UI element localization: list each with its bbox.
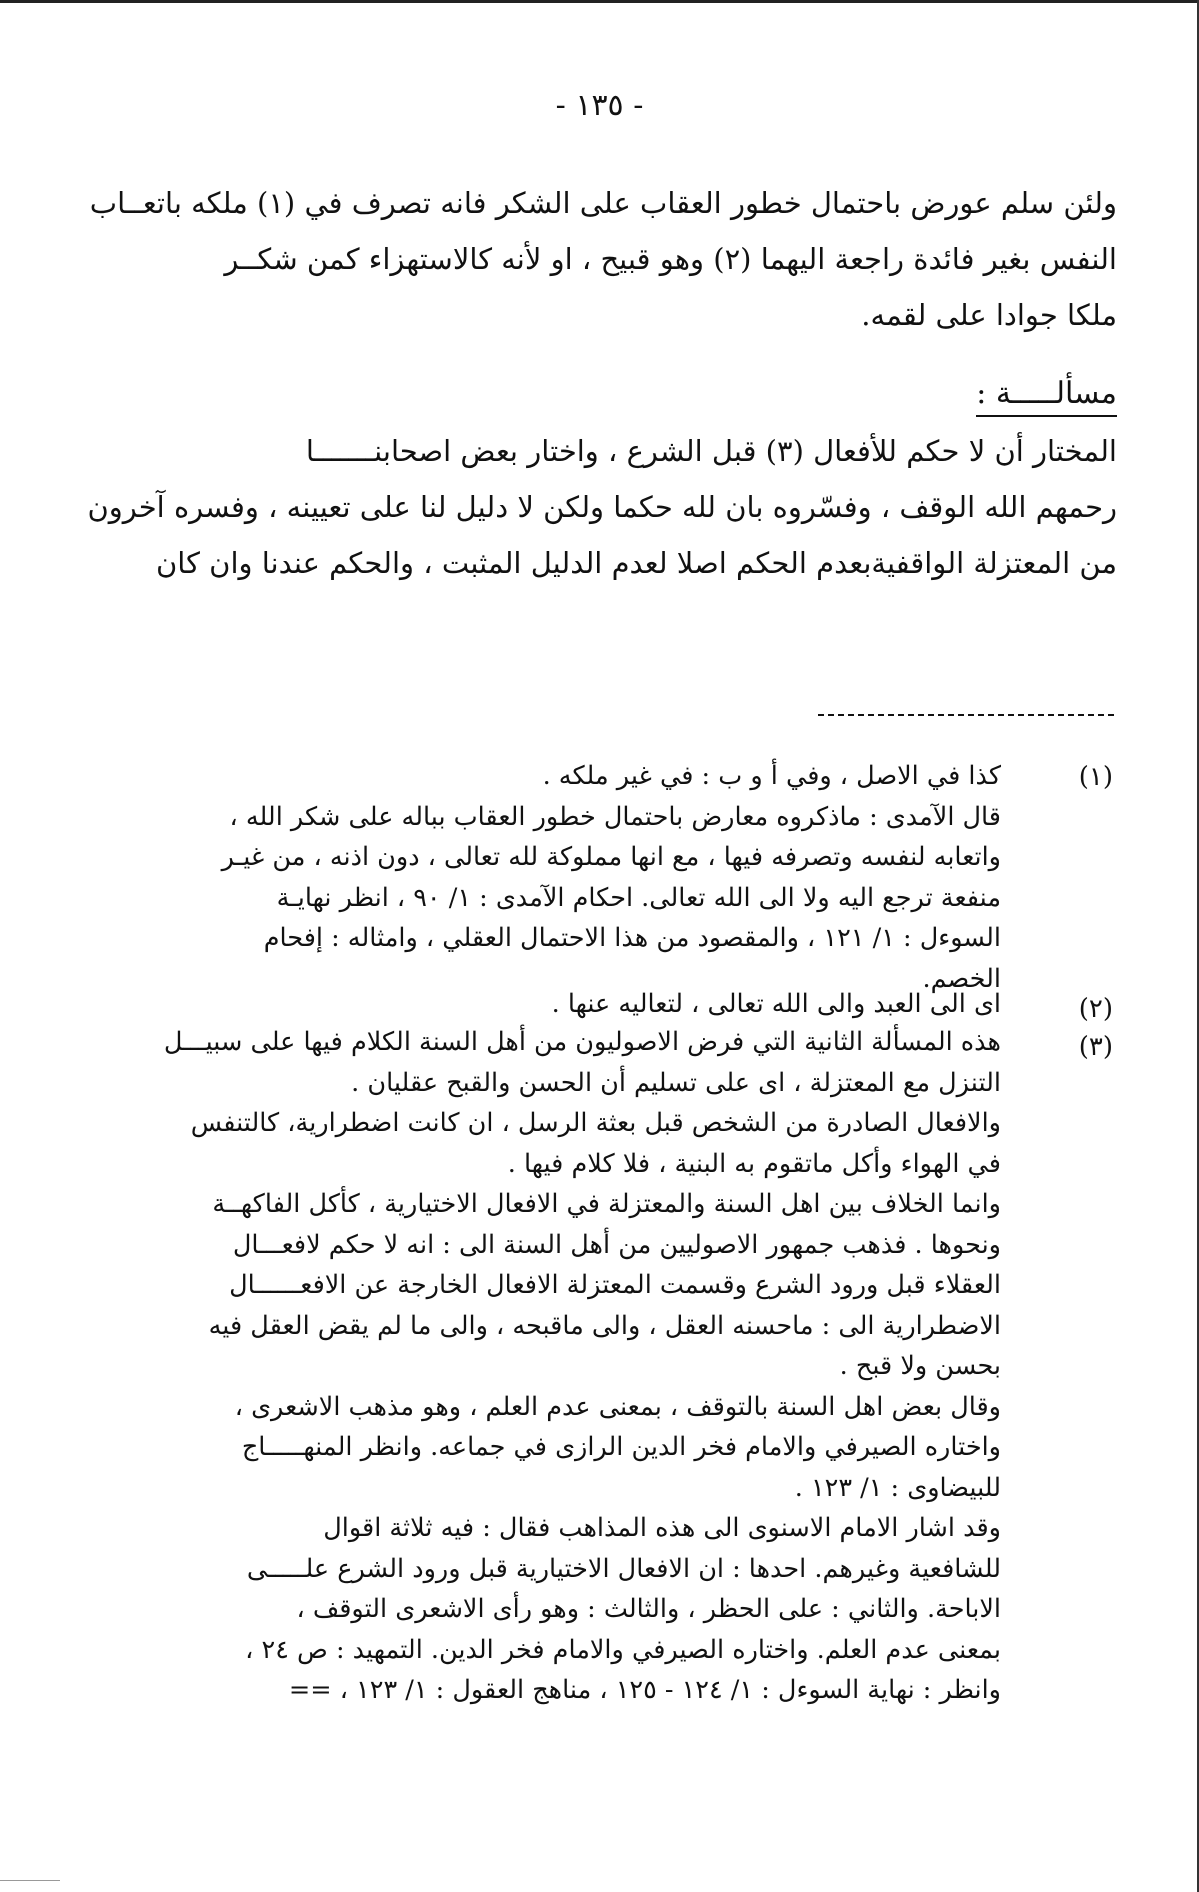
footnote-line: بمعنى عدم العلم. واختاره الصيرفي والامام فخر الدين. التمهيد : ص ٢٤ ،	[245, 1634, 1001, 1665]
text-line: رحمهم الله الوقف ، وفسّروه بان لله حكما ولكن لا دليل لنا على تعيينه ، وفسره آخرون	[87, 490, 1117, 524]
footnote-line: العقلاء قبل ورود الشرع وقسمت المعتزلة الافعال الخارجة عن الافعــــــال	[229, 1270, 1001, 1300]
footnote-number: (٣)	[1078, 1032, 1113, 1062]
text-line: ملكا جوادا على لقمه.	[861, 298, 1117, 332]
footnote-line: وانما الخلاف بين اهل السنة والمعتزلة في الافعال الاختيارية ، كأكل الفاكهــة	[212, 1189, 1001, 1219]
footnote-line: في الهواء وأكل ماتقوم به البنية ، فلا كلام فيها .	[507, 1148, 1001, 1179]
text-line: النفس بغير فائدة راجعة اليهما (٢) وهو قبيح ، او لأنه كالاستهزاء كمن شكــر	[224, 242, 1117, 276]
text-line: ولئن سلم عورض باحتمال خطور العقاب على الشكر فانه تصرف في (١) ملكه باتعــاب	[89, 186, 1117, 220]
footnote-2	[141, 984, 1001, 1025]
footnote-separator	[818, 714, 1114, 716]
footnote-line: للبيضاوى : ١/ ١٢٣ .	[794, 1472, 1001, 1503]
footnote-line: ونحوها . فذهب جمهور الاصوليين من أهل السنة الى : انه لا حكم لافعـــال	[232, 1229, 1001, 1260]
footnote-line: هذه المسألة الثانية التي فرض الاصوليون من أهل السنة الكلام فيها على سبيـــل	[163, 1027, 1001, 1057]
footnote-line: واتعابه لنفسه وتصرفه فيها ، مع انها مملوكة لله تعالى ، دون اذنه ، من غيـر	[221, 842, 1001, 872]
scan-edge-mark	[0, 1880, 60, 1881]
second-paragraph	[87, 434, 1117, 602]
footnote-line: بحسن ولا قبح .	[839, 1351, 1001, 1381]
footnote-1	[141, 756, 1001, 999]
footnote-line: وقد اشار الامام الاسنوى الى هذه المذاهب فقال : فيه ثلاثة اقوال	[323, 1513, 1001, 1543]
footnote-line: وانظر : نهاية السوءل : ١/ ١٢٤ - ١٢٥ ، مناهج العقول : ١/ ١٢٣ ، ==	[288, 1675, 1001, 1705]
footnote-line: السوءل : ١/ ١٢١ ، والمقصود من هذا الاحتمال العقلي ، وامثاله : إفحام	[263, 923, 1001, 953]
text-line: من المعتزلة الواقفيةبعدم الحكم اصلا لعدم الدليل المثبت ، والحكم عندنا وان كان	[155, 546, 1117, 580]
top-paragraph	[89, 186, 1117, 354]
footnote-line: التنزل مع المعتزلة ، اى على تسليم أن الحسن والقبح عقليان .	[351, 1067, 1001, 1098]
footnote-line: والافعال الصادرة من الشخص قبل بعثة الرسل ، ان كانت اضطرارية، كالتنفس	[190, 1108, 1001, 1138]
footnote-line: واختاره الصيرفي والامام فخر الدين الرازى في جماعه. وانظر المنهـــــاج	[241, 1432, 1001, 1462]
footnote-line: الاضطرارية الى : ماحسنه العقل ، والى ماقبحه ، والى ما لم يقض العقل فيه	[208, 1310, 1001, 1341]
footnote-line: وقال بعض اهل السنة بالتوقف ، بمعنى عدم العلم ، وهو مذهب الاشعرى ،	[234, 1391, 1001, 1422]
footnote-number: (٢)	[1078, 994, 1113, 1024]
footnote-3	[141, 1022, 1001, 1711]
footnote-line: اى الى العبد والى الله تعالى ، لتعاليه عنها .	[551, 989, 1001, 1019]
page-number: - ١٣٥ -	[555, 88, 644, 123]
footnote-line: قال الآمدى : ماذكروه معارض باحتمال خطور العقاب بباله على شكر الله ،	[229, 801, 1001, 832]
footnote-line: الخصم.	[922, 963, 1001, 994]
footnote-line: كذا في الاصل ، وفي أ و ب : في غير ملكه .	[542, 761, 1001, 791]
text-line: المختار أن لا حكم للأفعال (٣) قبل الشرع ، واختار بعض اصحابنـــــــا	[305, 434, 1117, 468]
footnote-line: للشافعية وغيرهم. احدها : ان الافعال الاختيارية قبل ورود الشرع علـــــى	[246, 1553, 1001, 1584]
page-top-border	[0, 0, 1199, 3]
footnote-line: منفعة ترجع اليه ولا الى الله تعالى. احكام الآمدى : ١/ ٩٠ ، انظر نهايـة	[276, 882, 1001, 913]
section-heading: مسألـــــة :	[976, 376, 1117, 417]
footnote-line: الاباحة. والثاني : على الحظر ، والثالث : وهو رأى الاشعرى التوقف ،	[296, 1594, 1001, 1624]
footnote-number: (١)	[1078, 762, 1113, 792]
